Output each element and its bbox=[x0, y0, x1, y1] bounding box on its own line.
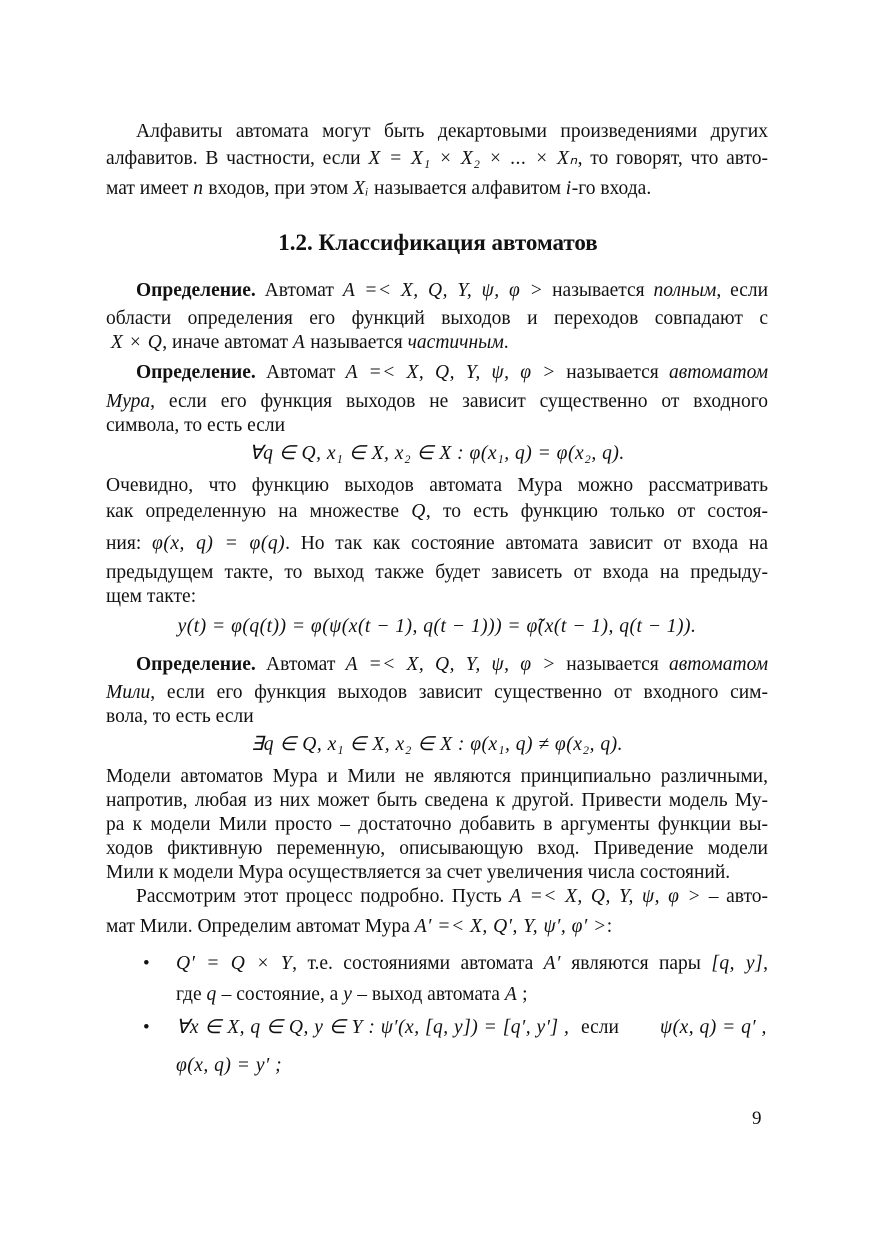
bullet-2-line1: ∀x ∈ X, q ∈ Q, y ∈ Y : ψ′(x, [q, y]) = [q′, y′] , если ψ(x, q) = q′ , bbox=[176, 1017, 767, 1038]
section-heading: 1.2. Классификация автоматов bbox=[278, 230, 598, 255]
para2-line2: как определенную на множестве Q, то есть функцию только от состоя- bbox=[106, 501, 768, 522]
para2-line4: предыдущем такте, то выход также будет зависеть от входа на предыду- bbox=[106, 562, 768, 583]
para3-line1: Модели автоматов Мура и Мили не являются принципиально различными, bbox=[106, 766, 768, 787]
para3-line2: напротив, любая из них может быть сведена к другой. Привести модель Му- bbox=[106, 790, 768, 811]
def1-line1: Определение. Автомат A =< X, Q, Y, ψ, φ > называется полным, если bbox=[136, 280, 769, 301]
bullet-1-line2: где q – состояние, а y – выход автомата A ; bbox=[176, 984, 528, 1005]
para3-line4: ходов фиктивную переменную, описывающую вход. Приведение модели bbox=[106, 838, 768, 859]
bullet-1-line1: Q′ = Q × Y, т.е. состояниями автомата A′ являются пары [q, y], bbox=[176, 953, 769, 974]
para1-line2: алфавитов. В частности, если X = X₁ × X₂ × ... × Xₙ, то говорят, что авто- bbox=[106, 148, 769, 169]
para2-formula: y(t) = φ(q(t)) = φ(ψ(x(t − 1), q(t − 1))) = φ̃(x(t − 1), q(t − 1)). bbox=[177, 616, 697, 637]
def2-line2: Мура, если его функция выходов не зависит существенно от входного bbox=[106, 391, 768, 412]
para4-line2: мат Мили. Определим автомат Мура A′ =< X, Q′, Y, ψ′, φ′ >: bbox=[106, 916, 613, 937]
def3-line1: Определение. Автомат A =< X, Q, Y, ψ, φ > называется автоматом bbox=[136, 654, 769, 675]
def3-line3: вола, то есть если bbox=[106, 706, 254, 727]
def3-formula: ∃q ∈ Q, x₁ ∈ X, x₂ ∈ X : φ(x₁, q) ≠ φ(x₂, q). bbox=[250, 734, 624, 755]
def1-line2: области определения его функций выходов и переходов совпадают с bbox=[106, 308, 768, 329]
def1-line3: X × Q, иначе автомат A называется частичным. bbox=[110, 332, 509, 353]
para1-line1: Алфавиты автомата могут быть декартовыми произведениями других bbox=[136, 121, 768, 142]
def3-line2: Мили, если его функция выходов зависит существенно от входного сим- bbox=[106, 682, 768, 703]
bullet-1-marker: • bbox=[143, 953, 150, 974]
def2-formula: ∀q ∈ Q, x₁ ∈ X, x₂ ∈ X : φ(x₁, q) = φ(x₂, q). bbox=[249, 443, 625, 464]
def2-line3: символа, то есть если bbox=[106, 415, 286, 436]
bullet-2-line2: φ(x, q) = y′ ; bbox=[176, 1055, 283, 1076]
page-number: 9 bbox=[752, 1108, 762, 1129]
para3-line3: ра к модели Мили просто – достаточно добавить в аргументы функции вы- bbox=[106, 814, 768, 835]
para1-line3: мат имеет n входов, при этом Xᵢ называется алфавитом i-го входа. bbox=[106, 178, 652, 199]
para2-line1: Очевидно, что функцию выходов автомата Мура можно рассматривать bbox=[106, 475, 768, 496]
para2-line3: ния: φ(x, q) = φ(q). Но так как состояние автомата зависит от входа на bbox=[106, 533, 768, 554]
para2-line5: щем такте: bbox=[106, 586, 197, 607]
bullet-2-marker: • bbox=[143, 1017, 150, 1038]
para4-line1: Рассмотрим этот процесс подробно. Пусть A =< X, Q, Y, ψ, φ > – авто- bbox=[136, 886, 769, 907]
para3-line5: Мили к модели Мура осуществляется за счет увеличения числа состояний. bbox=[106, 862, 731, 883]
def2-line1: Определение. Автомат A =< X, Q, Y, ψ, φ > называется автоматом bbox=[136, 362, 769, 383]
